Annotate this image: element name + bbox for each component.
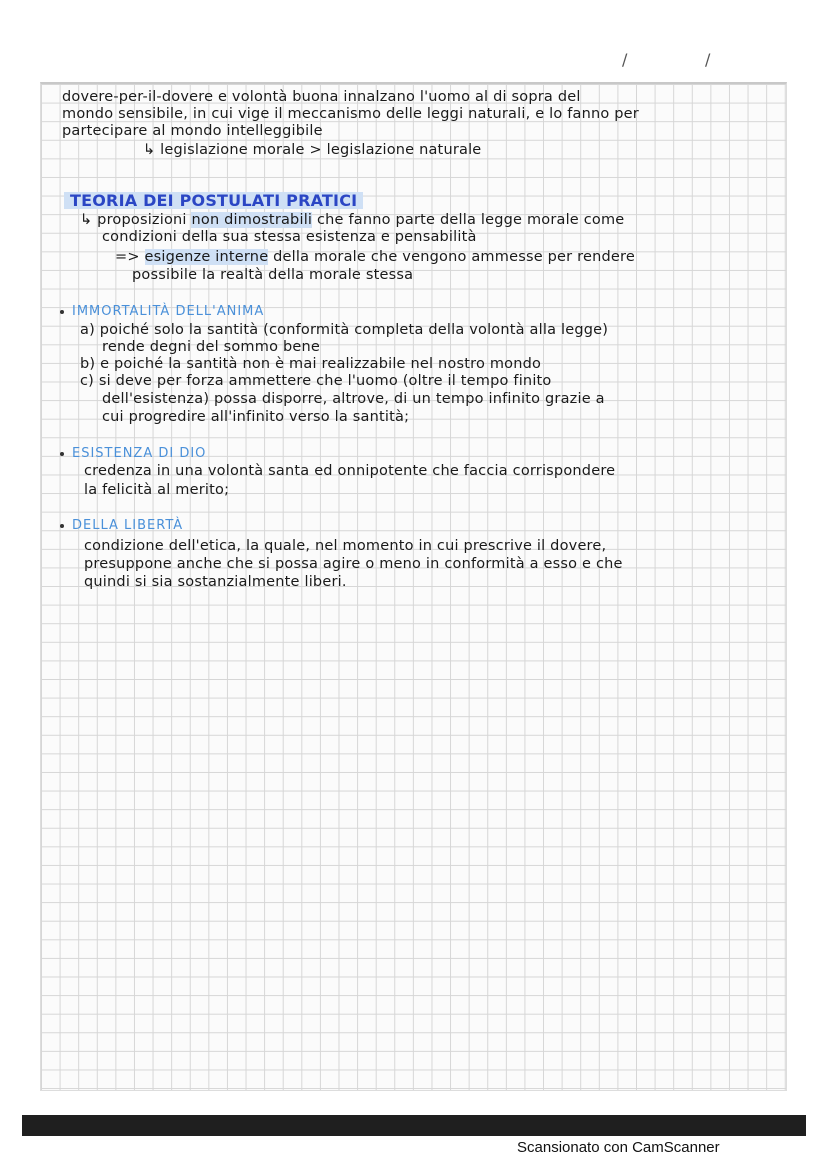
text-line: dovere-per-il-dovere e volontà buona innalzano l'uomo al di sopra del — [62, 89, 581, 105]
postulate-title — [60, 445, 206, 462]
text-line: dell'esistenza) possa disporre, altrove, di un tempo infinito grazie a — [102, 391, 605, 407]
text: ↳ proposizioni — [80, 212, 192, 228]
title: DELLA LIBERTÀ — [72, 518, 184, 533]
title: ESISTENZA DI DIO — [72, 446, 207, 461]
text-line: presuppone anche che si possa agire o meno in conformità a esso e che — [84, 556, 623, 572]
date-separator: / — [622, 50, 628, 69]
text-line: cui progredire all'infinito verso la santità; — [102, 409, 410, 425]
text-line: b) e poiché la santità non è mai realizzabile nel nostro mondo — [80, 356, 542, 372]
title: IMMORTALITÀ DELL'ANIMA — [72, 304, 265, 319]
postulate-title — [60, 517, 183, 534]
bullet-icon — [60, 524, 64, 528]
highlighted-text: non dimostrabili — [191, 212, 313, 228]
date-separator: / — [705, 50, 711, 69]
text: => — [115, 249, 145, 265]
text-line: ↳ legislazione morale > legislazione naturale — [143, 142, 482, 158]
text: che fanno parte della legge morale come — [312, 212, 625, 228]
text-line: condizioni della sua stessa esistenza e pensabilità — [102, 229, 477, 245]
text-line — [115, 249, 635, 266]
text-line — [80, 212, 624, 229]
text-line: a) poiché solo la santità (conformità completa della volontà alla legge) — [80, 322, 609, 338]
camscanner-watermark: Scansionato con CamScanner — [517, 1139, 720, 1156]
text-line: possibile la realtà della morale stessa — [132, 267, 414, 283]
postulate-title — [60, 303, 264, 320]
text-line: c) si deve per forza ammettere che l'uomo (oltre il tempo finito — [80, 373, 552, 389]
bullet-icon — [60, 310, 64, 314]
highlighted-text: esigenze interne — [144, 249, 269, 265]
section-title: TEORIA DEI POSTULATI PRATICI — [64, 192, 363, 209]
scan-footer-bar — [22, 1115, 806, 1136]
text-line: condizione dell'etica, la quale, nel momento in cui prescrive il dovere, — [84, 538, 607, 554]
text-line: la felicità al merito; — [84, 482, 230, 498]
text-line: quindi si sia sostanzialmente liberi. — [84, 574, 347, 590]
text-line: partecipare al mondo intelleggibile — [62, 123, 323, 139]
text-line: credenza in una volontà santa ed onnipotente che faccia corrispondere — [84, 463, 616, 479]
bullet-icon — [60, 452, 64, 456]
text-line: rende degni del sommo bene — [102, 339, 320, 355]
text-line: mondo sensibile, in cui vige il meccanismo delle leggi naturali, e lo fanno per — [62, 106, 639, 122]
text: della morale che vengono ammesse per rendere — [268, 249, 635, 265]
